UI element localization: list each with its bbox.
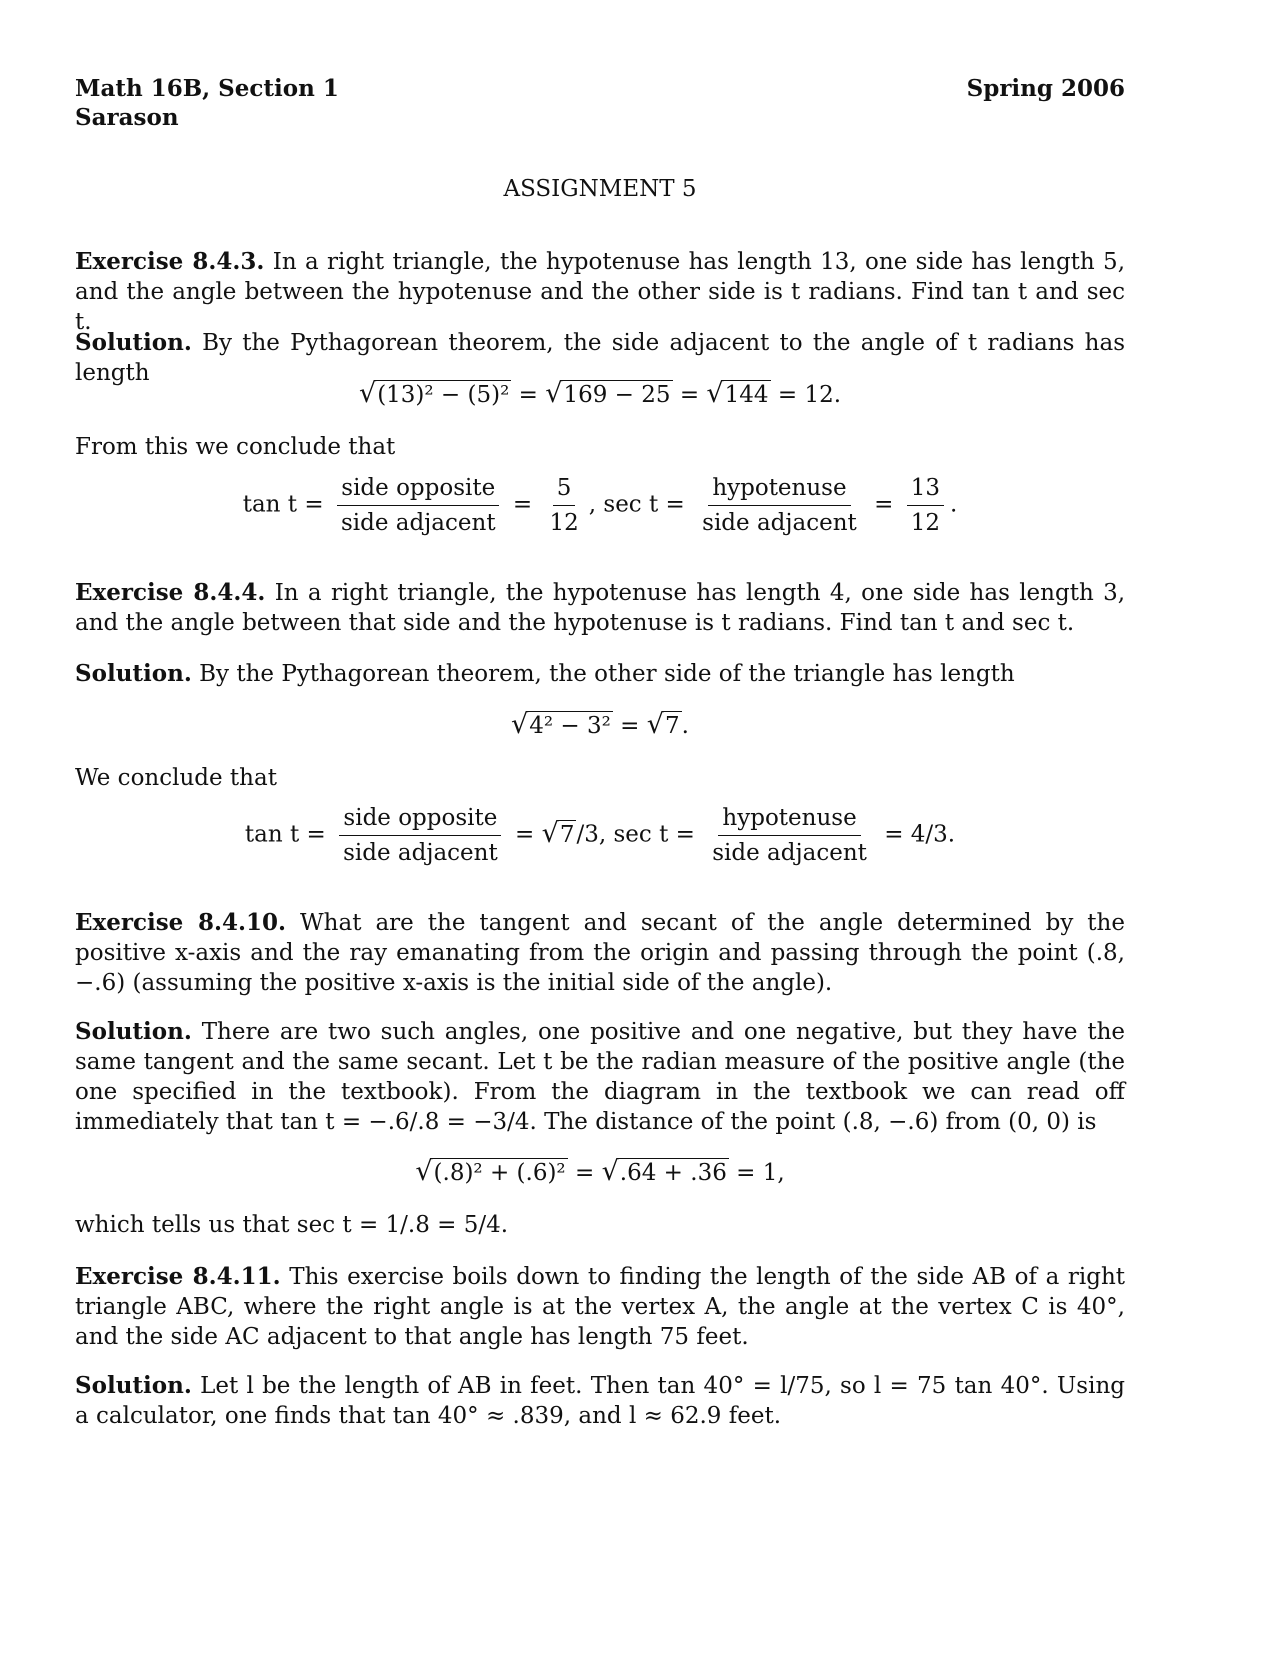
fraction: $\frac{13}{12}$ xyxy=(907,473,944,538)
exercise-text: In a right triangle, the hypotenuse has length 4, one side has length 3, and the angle between that side and the hypotenuse is t radians. Find tan t and sec t. xyxy=(75,580,1126,636)
solution-text: There are two such angles, one positive and one negative, but they have the same tangent and the same secant. Let t be the radian measure of the positive angle (the one specified in the textbook). From the diagram in the textbook we can read off immediately that tan t = −.6/.8 = −3/4. The distance of the point (.8, −.6) from (0, 0) is xyxy=(75,1019,1125,1135)
exercise-8-4-3 xyxy=(75,247,1125,337)
solution-label: Solution. xyxy=(75,329,192,356)
sqrt: √ 4² − 3² xyxy=(511,709,611,740)
conclusion-text: which tells us that sec t = 1/.8 = 5/4. xyxy=(75,1212,509,1238)
exercise-label: Exercise 8.4.10. xyxy=(75,909,287,936)
sqrt: √ 7 xyxy=(646,709,680,740)
equation-tan-sec-1: tan t = $\frac{\text{side opposite}}{\text{side adjacent}}$ = $\frac{5}{12}$ , sec t = $\frac{\text{hypotenuse}}{\text{side adjacent}}$ = $\frac{13}{12}$ . xyxy=(242,475,958,536)
course-heading: Math 16B, Section 1 xyxy=(75,75,339,102)
term-label: Spring 2006 xyxy=(966,75,1125,102)
fraction: $\frac{\text{side opposite}}{\text{side adjacent}}$ xyxy=(339,803,502,868)
solution-8-4-4 xyxy=(75,659,1125,689)
exercise-text: This exercise boils down to finding the length of the side AB of a right triangle ABC, where the right angle is at the vertex A, the angle at the vertex C is 40°, and the side AC adjacent to that angle has length 75 feet. xyxy=(75,1264,1126,1350)
sqrt: √ 7 xyxy=(541,817,575,849)
conclusion-text: We conclude that xyxy=(75,765,277,791)
exercise-8-4-11 xyxy=(75,1262,1125,1352)
sqrt: √ .64 + .36 xyxy=(601,1156,727,1187)
equation-pythagorean-2: √ 4² − 3² = √ 7 . xyxy=(511,709,689,740)
conclusion-text: From this we conclude that xyxy=(75,434,396,460)
sqrt: √ (13)² − (5)² xyxy=(358,378,510,409)
fraction: $\frac{\text{hypotenuse}}{\text{side adjacent}}$ xyxy=(712,805,867,866)
sqrt: √ 169 − 25 xyxy=(545,378,671,409)
solution-label: Solution. xyxy=(75,660,192,687)
solution-label: Solution. xyxy=(75,1018,192,1045)
fraction: $\frac{\text{hypotenuse}}{\text{side adjacent}}$ xyxy=(702,475,857,536)
solution-text: Let l be the length of AB in feet. Then tan 40° = l/75, so l = 75 tan 40°. Using a calculator, one finds that tan 40° ≈ .839, and l ≈ 62.9 feet. xyxy=(75,1373,1125,1429)
solution-8-4-11 xyxy=(75,1371,1125,1431)
equation-pythagorean-1: √ (13)² − (5)² = √ 169 − 25 = √ 144 = 12. xyxy=(358,378,842,409)
fraction: $\frac{\text{side opposite}}{\text{side adjacent}}$ xyxy=(337,473,500,538)
exercise-label: Exercise 8.4.3. xyxy=(75,248,265,275)
solution-label: Solution. xyxy=(75,1372,192,1399)
sqrt: √ 144 xyxy=(706,378,769,409)
sqrt: √ (.8)² + (.6)² xyxy=(415,1156,566,1187)
exercise-text: In a right triangle, the hypotenuse has length 13, one side has length 5, and the angle between the hypotenuse and the other side is t radians. Find tan t and sec t. xyxy=(75,249,1126,335)
instructor-name: Sarason xyxy=(75,104,179,131)
fraction: $\frac{5}{12}$ xyxy=(549,475,579,536)
exercise-8-4-10 xyxy=(75,908,1125,998)
assignment-title: ASSIGNMENT 5 xyxy=(503,176,697,202)
equation-tan-sec-2: tan t = $\frac{\text{side opposite}}{\text{side adjacent}}$ = √ 7 /3, sec t = $\frac{\text{hypotenuse}}{\text{side adjacent}}$ = 4/3. xyxy=(244,805,956,866)
solution-text: By the Pythagorean theorem, the side adjacent to the angle of t radians has length xyxy=(75,330,1126,386)
equation-distance: √ (.8)² + (.6)² = √ .64 + .36 = 1, xyxy=(415,1156,785,1187)
solution-text: By the Pythagorean theorem, the other side of the triangle has length xyxy=(199,661,1015,687)
exercise-label: Exercise 8.4.4. xyxy=(75,579,266,606)
exercise-8-4-4 xyxy=(75,578,1125,638)
exercise-text: What are the tangent and secant of the angle determined by the positive x-axis and the ray emanating from the origin and passing through the point (.8, −.6) (assuming the positive x-axis is the initial side of the angle). xyxy=(75,910,1125,996)
exercise-label: Exercise 8.4.11. xyxy=(75,1263,281,1290)
solution-8-4-10 xyxy=(75,1017,1125,1137)
